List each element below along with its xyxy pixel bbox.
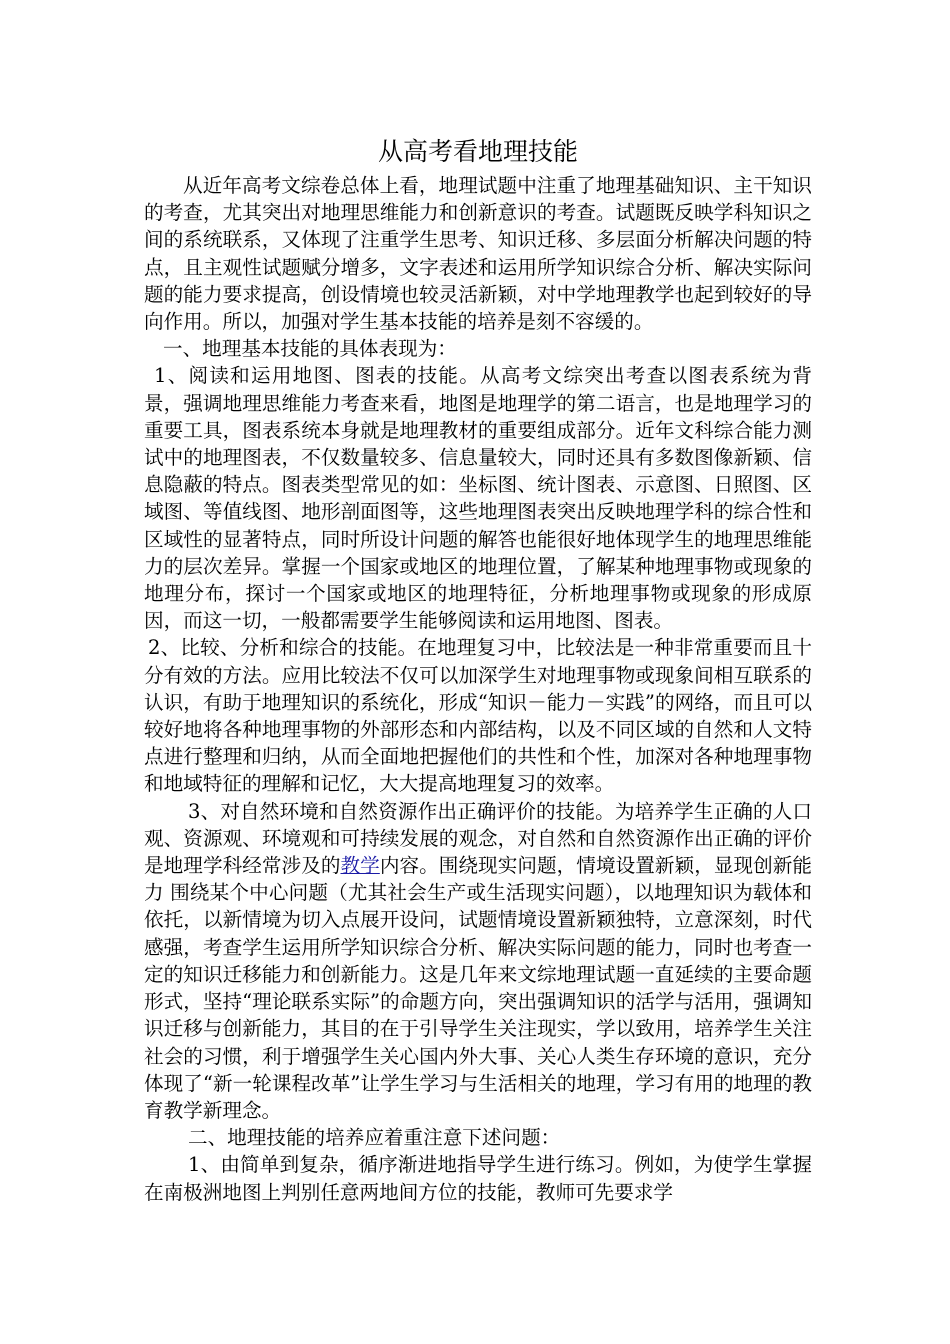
paragraph-item-4: 1、由简单到复杂，循序渐进地指导学生进行练习。例如，为使学生掌握在南极洲地图上判别任意两地间方位的技能，教师可先要求学 <box>144 1153 812 1204</box>
paragraph-intro: 从近年高考文综卷总体上看，地理试题中注重了地理基础知识、主干知识的考查，尤其突出对地理思维能力和创新意识的考查。试题既反映学科知识之间的系统联系，又体现了注重学生思考、知识迁移、多层面分析解决问题的特点，且主观性试题赋分增多，文字表述和运用所学知识综合分析、解决实际问题的能力要求提高，创设情境也较灵活新颖，对中学地理教学也起到较好的导向作用。所以，加强对学生基本技能的培养是刻不容缓的。 <box>144 174 812 334</box>
paragraph-item-1: 1、阅读和运用地图、图表的技能。从高考文综突出考查以图表系统为背景，强调地理思维能力考查来看，地图是地理学的第二语言，也是地理学习的重要工具，图表系统本身就是地理教材的重要组成部分。近年文科综合能力测试中的地理图表，不仅数量较多、信息量较大，同时还具有多数图像新颖、信息隐蔽的特点。图表类型常见的如：坐标图、统计图表、示意图、日照图、区域图、等值线图、地形剖面图等，这些地理图表突出反映地理学科的综合性和区域性的显著特点，同时所设计问题的解答也能很好地体现学生的地理思维能力的层次差异。掌握一个国家或地区的地理位置，了解某种地理事物或现象的地理分布，探讨一个国家或地区的地理特征，分析地理事物或现象的形成原因，而这一切，一般都需要学生能够阅读和运用地图、图表。 <box>144 364 812 633</box>
item-3-text-before-link: 3、对自然环境和自然资源作出正确评价的技能。为培养学生正确的人口观、资源观、环境观和可持续发展的观念，对自然和自然资源作出正确的评价是地理学科经常涉及的 <box>144 799 812 878</box>
section-heading-1: 一、地理基本技能的具体表现为： <box>163 337 457 361</box>
section-heading-2: 二、地理技能的培养应着重注意下述问题： <box>188 1126 561 1150</box>
paragraph-item-3 <box>144 798 812 1124</box>
teaching-link[interactable]: 教学 <box>340 854 380 878</box>
paragraph-item-2: 2、比较、分析和综合的技能。在地理复习中，比较法是一种非常重要而且十分有效的方法。应用比较法不仅可以加深学生对地理事物或现象间相互联系的认识，有助于地理知识的系统化，形成“知识－能力－实践”的网络，而且可以较好地将各种地理事物的外部形态和内部结构，以及不同区域的自然和人文特点进行整理和归纳，从而全面地把握他们的共性和个性，加深对各种地理事物和地域特征的理解和记忆，大大提高地理复习的效率。 <box>144 636 812 796</box>
item-3-text-after-link: 内容。围绕现实问题，情境设置新颖，显现创新能力 围绕某个中心问题（尤其社会生产或生活现实问题），以地理知识为载体和依托，以新情境为切入点展开设问，试题情境设置新颖独特，立意深刻，时代感强，考查学生运用所学知识综合分析、解决实际问题的能力，同时也考查一定的知识迁移能力和创新能力。这是几年来文综地理试题一直延续的主要命题形式，坚持“理论联系实际”的命题方向，突出强调知识的活学与活用，强调知识迁移与创新能力，其目的在于引导学生关注现实，学以致用，培养学生关注社会的习惯，利于增强学生关心国内外大事、关心人类生存环境的意识，充分体现了“新一轮课程改革”让学生学习与生活相关的地理，学习有用的地理的教育教学新理念。 <box>144 854 813 1122</box>
document-page <box>144 136 812 1206</box>
page-title: 从高考看地理技能 <box>377 137 578 166</box>
